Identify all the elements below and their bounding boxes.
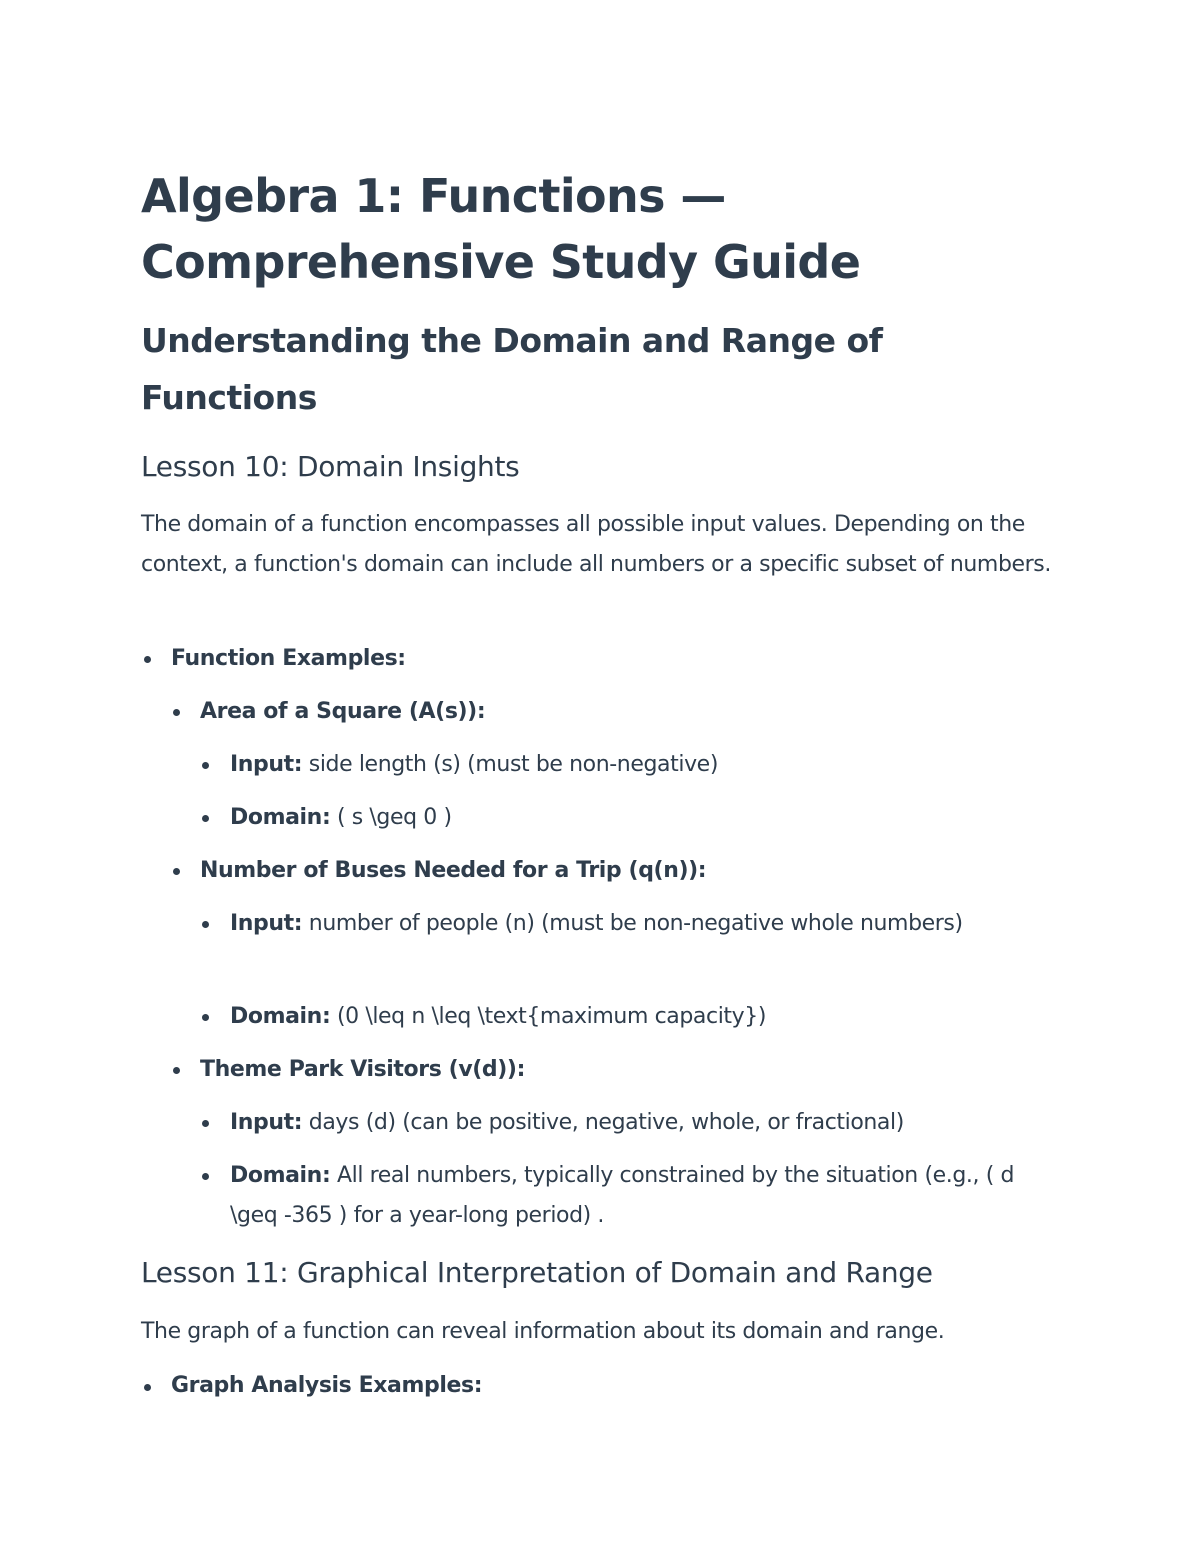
lesson-10-intro: The domain of a function encompasses all possible input values. Depending on the context, a function's domain can include all numbers or a specific subset of numbers. [141, 512, 1051, 577]
example-buses-needed: Number of Buses Needed for a Trip (q(n)): [200, 858, 707, 883]
example-2-domain: Domain: (0 \leq n \leq \text{maximum capacity}) [230, 1004, 767, 1029]
list-heading-function-examples: Function Examples: [171, 646, 406, 671]
bullet-icon [173, 868, 180, 875]
example-1-domain: Domain: ( s \geq 0 ) [230, 805, 452, 830]
bullet-icon [144, 1384, 151, 1391]
bullet-icon [173, 1067, 180, 1074]
bullet-icon [202, 762, 209, 769]
example-3-domain: Domain: All real numbers, typically constrained by the situation (e.g., ( d \geq -365 ) for a year-long period) . [230, 1163, 1015, 1228]
example-theme-park-visitors: Theme Park Visitors (v(d)): [200, 1057, 525, 1082]
section-title: Understanding the Domain and Range of Functions [141, 321, 883, 417]
bullet-icon [202, 815, 209, 822]
example-1-input: Input: side length (s) (must be non-negative) [230, 752, 719, 777]
document-title: Algebra 1: Functions — Comprehensive Study Guide [141, 169, 861, 289]
example-3-input: Input: days (d) (can be positive, negative, whole, or fractional) [230, 1110, 904, 1135]
bullet-icon [202, 921, 209, 928]
example-area-of-square: Area of a Square (A(s)): [200, 699, 486, 724]
bullet-icon [144, 656, 151, 663]
list-heading-graph-analysis: Graph Analysis Examples: [171, 1373, 483, 1398]
bullet-icon [202, 1173, 209, 1180]
lesson-10-title: Lesson 10: Domain Insights [141, 450, 520, 483]
bullet-icon [173, 709, 180, 716]
example-2-input: Input: number of people (n) (must be non-negative whole numbers) [230, 911, 963, 936]
lesson-11-intro: The graph of a function can reveal information about its domain and range. [141, 1319, 945, 1344]
lesson-11-title: Lesson 11: Graphical Interpretation of Domain and Range [141, 1256, 933, 1289]
bullet-icon [202, 1014, 209, 1021]
bullet-icon [202, 1120, 209, 1127]
